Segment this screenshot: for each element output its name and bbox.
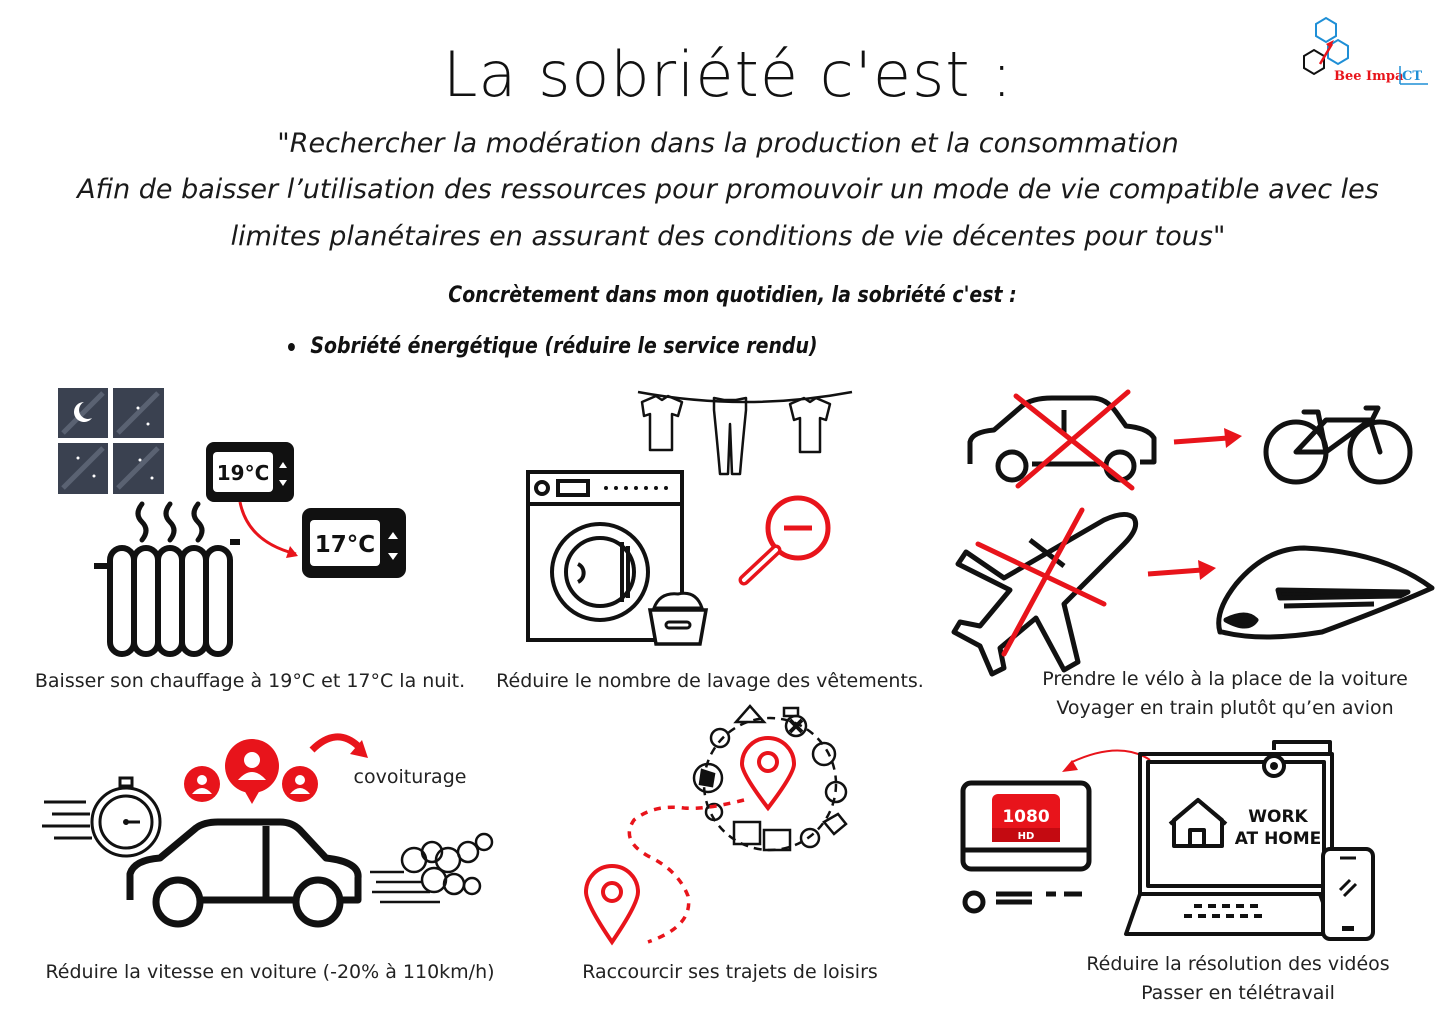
thermostat-icon xyxy=(206,442,294,502)
caption-speed: Réduire la vitesse en voiture (-20% à 110km/h) xyxy=(45,961,495,983)
plane-crossed-icon xyxy=(964,504,1144,664)
hexagon-logo-icon xyxy=(1296,18,1436,93)
caption-transport-2: Voyager en train plutôt qu’en avion xyxy=(1056,697,1394,719)
quote-line-1: "Rechercher la modération dans la production et la consommation xyxy=(277,128,1179,159)
night-window-icon xyxy=(58,388,164,494)
map-pin-start-icon xyxy=(584,864,640,946)
hd-sub-label: HD xyxy=(1017,831,1035,842)
caption-video: Réduire la résolution des vidéos xyxy=(1086,953,1390,975)
magnifier-minus-icon xyxy=(738,492,834,586)
thermostat-night-icon xyxy=(302,508,406,578)
quote-line-2: Afin de baisser l’utilisation des ressources pour promouvoir un mode de vie compatible avec les xyxy=(77,174,1379,205)
phone-icon xyxy=(1320,846,1376,942)
bullet-item xyxy=(288,334,818,359)
page-title: La sobriété c'est : xyxy=(442,38,1014,111)
caption-leisure: Raccourcir ses trajets de loisirs xyxy=(582,961,878,983)
train-icon xyxy=(1214,544,1436,648)
laundry-basket-icon xyxy=(646,590,710,646)
work-label-2: AT HOME xyxy=(1234,829,1322,849)
logo-text-bee: Bee Impa xyxy=(1334,69,1404,84)
work-label-1: WORK xyxy=(1248,807,1308,827)
caption-transport-1: Prendre le vélo à la place de la voiture xyxy=(1042,668,1408,690)
subheading: Concrètement dans mon quotidien, la sobriété c'est : xyxy=(448,283,1017,308)
red-curved-arrow-icon xyxy=(310,728,372,764)
caption-laundry: Réduire le nombre de lavage des vêtements. xyxy=(496,670,924,692)
caption-telework: Passer en télétravail xyxy=(1141,982,1335,1004)
people-icon xyxy=(178,738,324,808)
car-icon xyxy=(126,818,362,928)
car-crossed-icon xyxy=(966,388,1158,490)
bullet-dot xyxy=(288,343,295,351)
red-arrow-plane-icon xyxy=(1146,560,1218,584)
smoke-icon xyxy=(370,830,500,914)
red-arrow-icon xyxy=(236,500,306,562)
quote-line-3: limites planétaires en assurant des conditions de vie décentes pour tous" xyxy=(230,221,1226,252)
red-arrow-car-icon xyxy=(1172,428,1244,452)
bicycle-icon xyxy=(1262,400,1414,486)
caption-heating: Baisser son chauffage à 19°C et 17°C la nuit. xyxy=(34,670,466,692)
hd-label: 1080 xyxy=(1002,807,1050,827)
video-player-icon xyxy=(960,780,1092,916)
logo-text-ct: CT xyxy=(1402,69,1423,84)
bullet-text: Sobriété énergétique (réduire le service rendu) xyxy=(310,334,818,359)
thermostat-night-value: 17°C xyxy=(314,532,376,558)
thermostat-day-value: 19°C xyxy=(216,461,270,485)
carpool-label: covoiturage xyxy=(353,766,467,788)
radiator-icon xyxy=(92,502,242,657)
